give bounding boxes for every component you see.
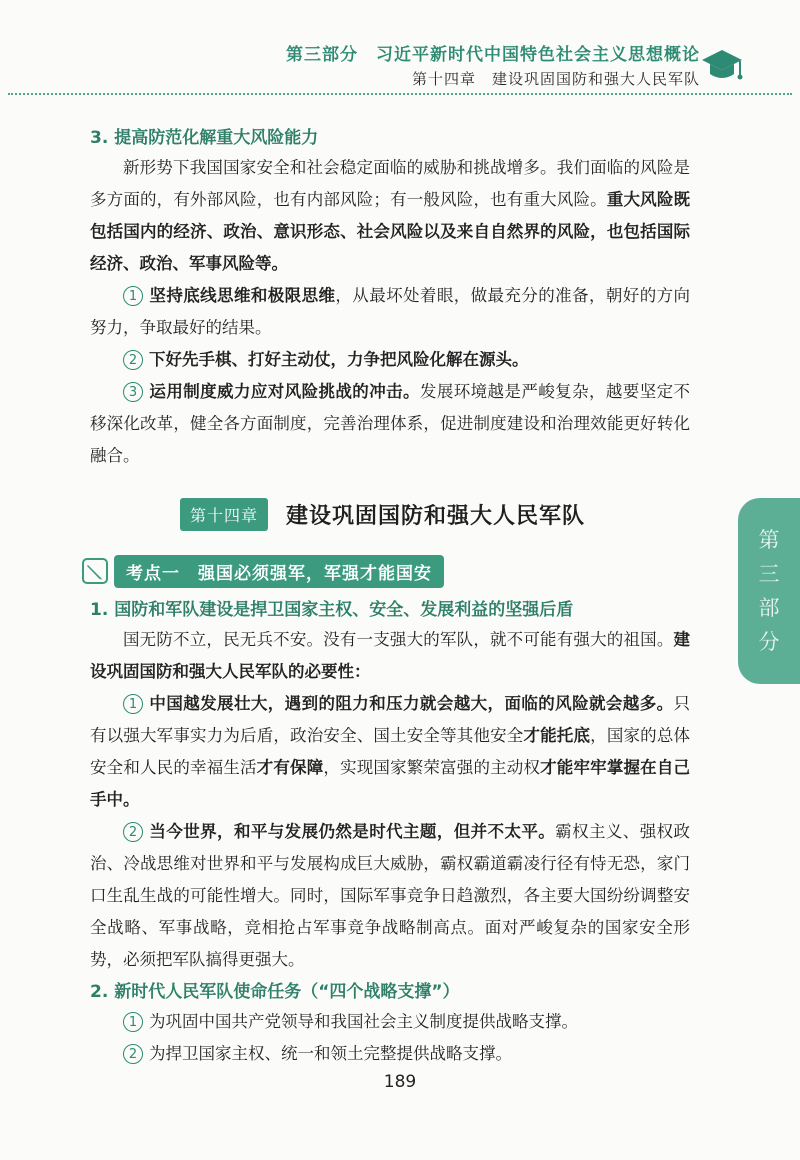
key-point-banner [82,552,690,590]
number-circle: 3 [123,382,143,402]
part-side-tab: 第 三 部 分 [738,498,800,684]
paragraph-risk: 新形势下我国国家安全和社会稳定面临的威胁和挑战增多。我们面临的风险是多方面的，有外部风险，也有内部风险；有一般风险，也有重大风险。重大风险既包括国内的经济、政治、意识形态、社会风险以及来自自然界的风险，也包括国际经济、政治、军事风险等。 [90,158,691,273]
number-circle: 1 [123,1012,143,1032]
list-item-risk-2: 2 下好先手棋、打好主动仗，力争把风险化解在源头。 [90,344,690,376]
pencil-icon [82,558,108,584]
chapter-title: 建设巩固国防和强大人民军队 [286,502,586,529]
list-item-mission-2: 2 为捍卫国家主权、统一和领土完整提供战略支撑。 [90,1038,690,1070]
list-item-defense-1: 1 中国越发展壮大，遇到的阻力和压力就会越大，面临的风险就会越多。只有以强大军事实力为后盾，政治安全、国土安全等其他安全才能托底，国家的总体安全和人民的幸福生活才有保障，实现国家繁荣富强的主动权才能牢牢掌握在自己手中。 [90,694,691,809]
list-item-defense-2: 2 当今世界，和平与发展仍然是时代主题，但并不太平。霸权主义、强权政治、冷战思维对世界和平与发展构成巨大威胁，霸权霸道霸凌行径有恃无恐，家门口生乱生战的可能性增大。同时，国际军事竞争日趋激烈，各主要大国纷纷调整安全战略、军事战略，竞相抢占军事竞争战略制高点。面对严峻复杂的国家安全形势，必须把军队搞得更强大。 [90,822,690,969]
section-heading-mission: 2. 新时代人民军队使命任务（“四个战略支撑”） [90,982,460,1002]
page-number: 189 [383,1072,417,1092]
paragraph-defense: 国无防不立，民无兵不安。没有一支强大的军队，就不可能有强大的祖国。建设巩固国防和强大人民军队的必要性： [90,630,690,681]
number-circle: 2 [123,822,143,842]
section-heading-risk: 3. 提高防范化解重大风险能力 [90,128,319,148]
header-part-title: 第三部分 习近平新时代中国特色社会主义思想概论 [286,45,700,65]
graduation-cap-icon [700,44,744,88]
number-circle: 1 [123,694,143,714]
list-item-mission-1: 1 为巩固中国共产党领导和我国社会主义制度提供战略支撑。 [90,1006,690,1038]
number-circle: 2 [123,1044,143,1064]
header-divider [8,93,792,95]
number-circle: 2 [123,350,143,370]
number-circle: 1 [123,286,143,306]
section-heading-defense: 1. 国防和军队建设是捍卫国家主权、安全、发展利益的坚强后盾 [90,600,574,620]
header-chapter-title: 第十四章 建设巩固国防和强大人民军队 [411,70,700,88]
list-item-risk-1: 1 坚持底线思维和极限思维，从最坏处着眼，做最充分的准备，朝好的方向努力，争取最好的结果。 [90,286,690,337]
page-header [0,0,800,100]
chapter-heading [180,494,690,534]
page-body [90,124,690,1070]
list-item-risk-3: 3 运用制度威力应对风险挑战的冲击。发展环境越是严峻复杂，越要坚定不移深化改革，健全各方面制度，完善治理体系，促进制度建设和治理效能更好转化融合。 [90,382,690,465]
key-point-label: 考点一 强国必须强军，军强才能国安 [114,555,444,588]
chapter-badge: 第十四章 [180,498,268,531]
